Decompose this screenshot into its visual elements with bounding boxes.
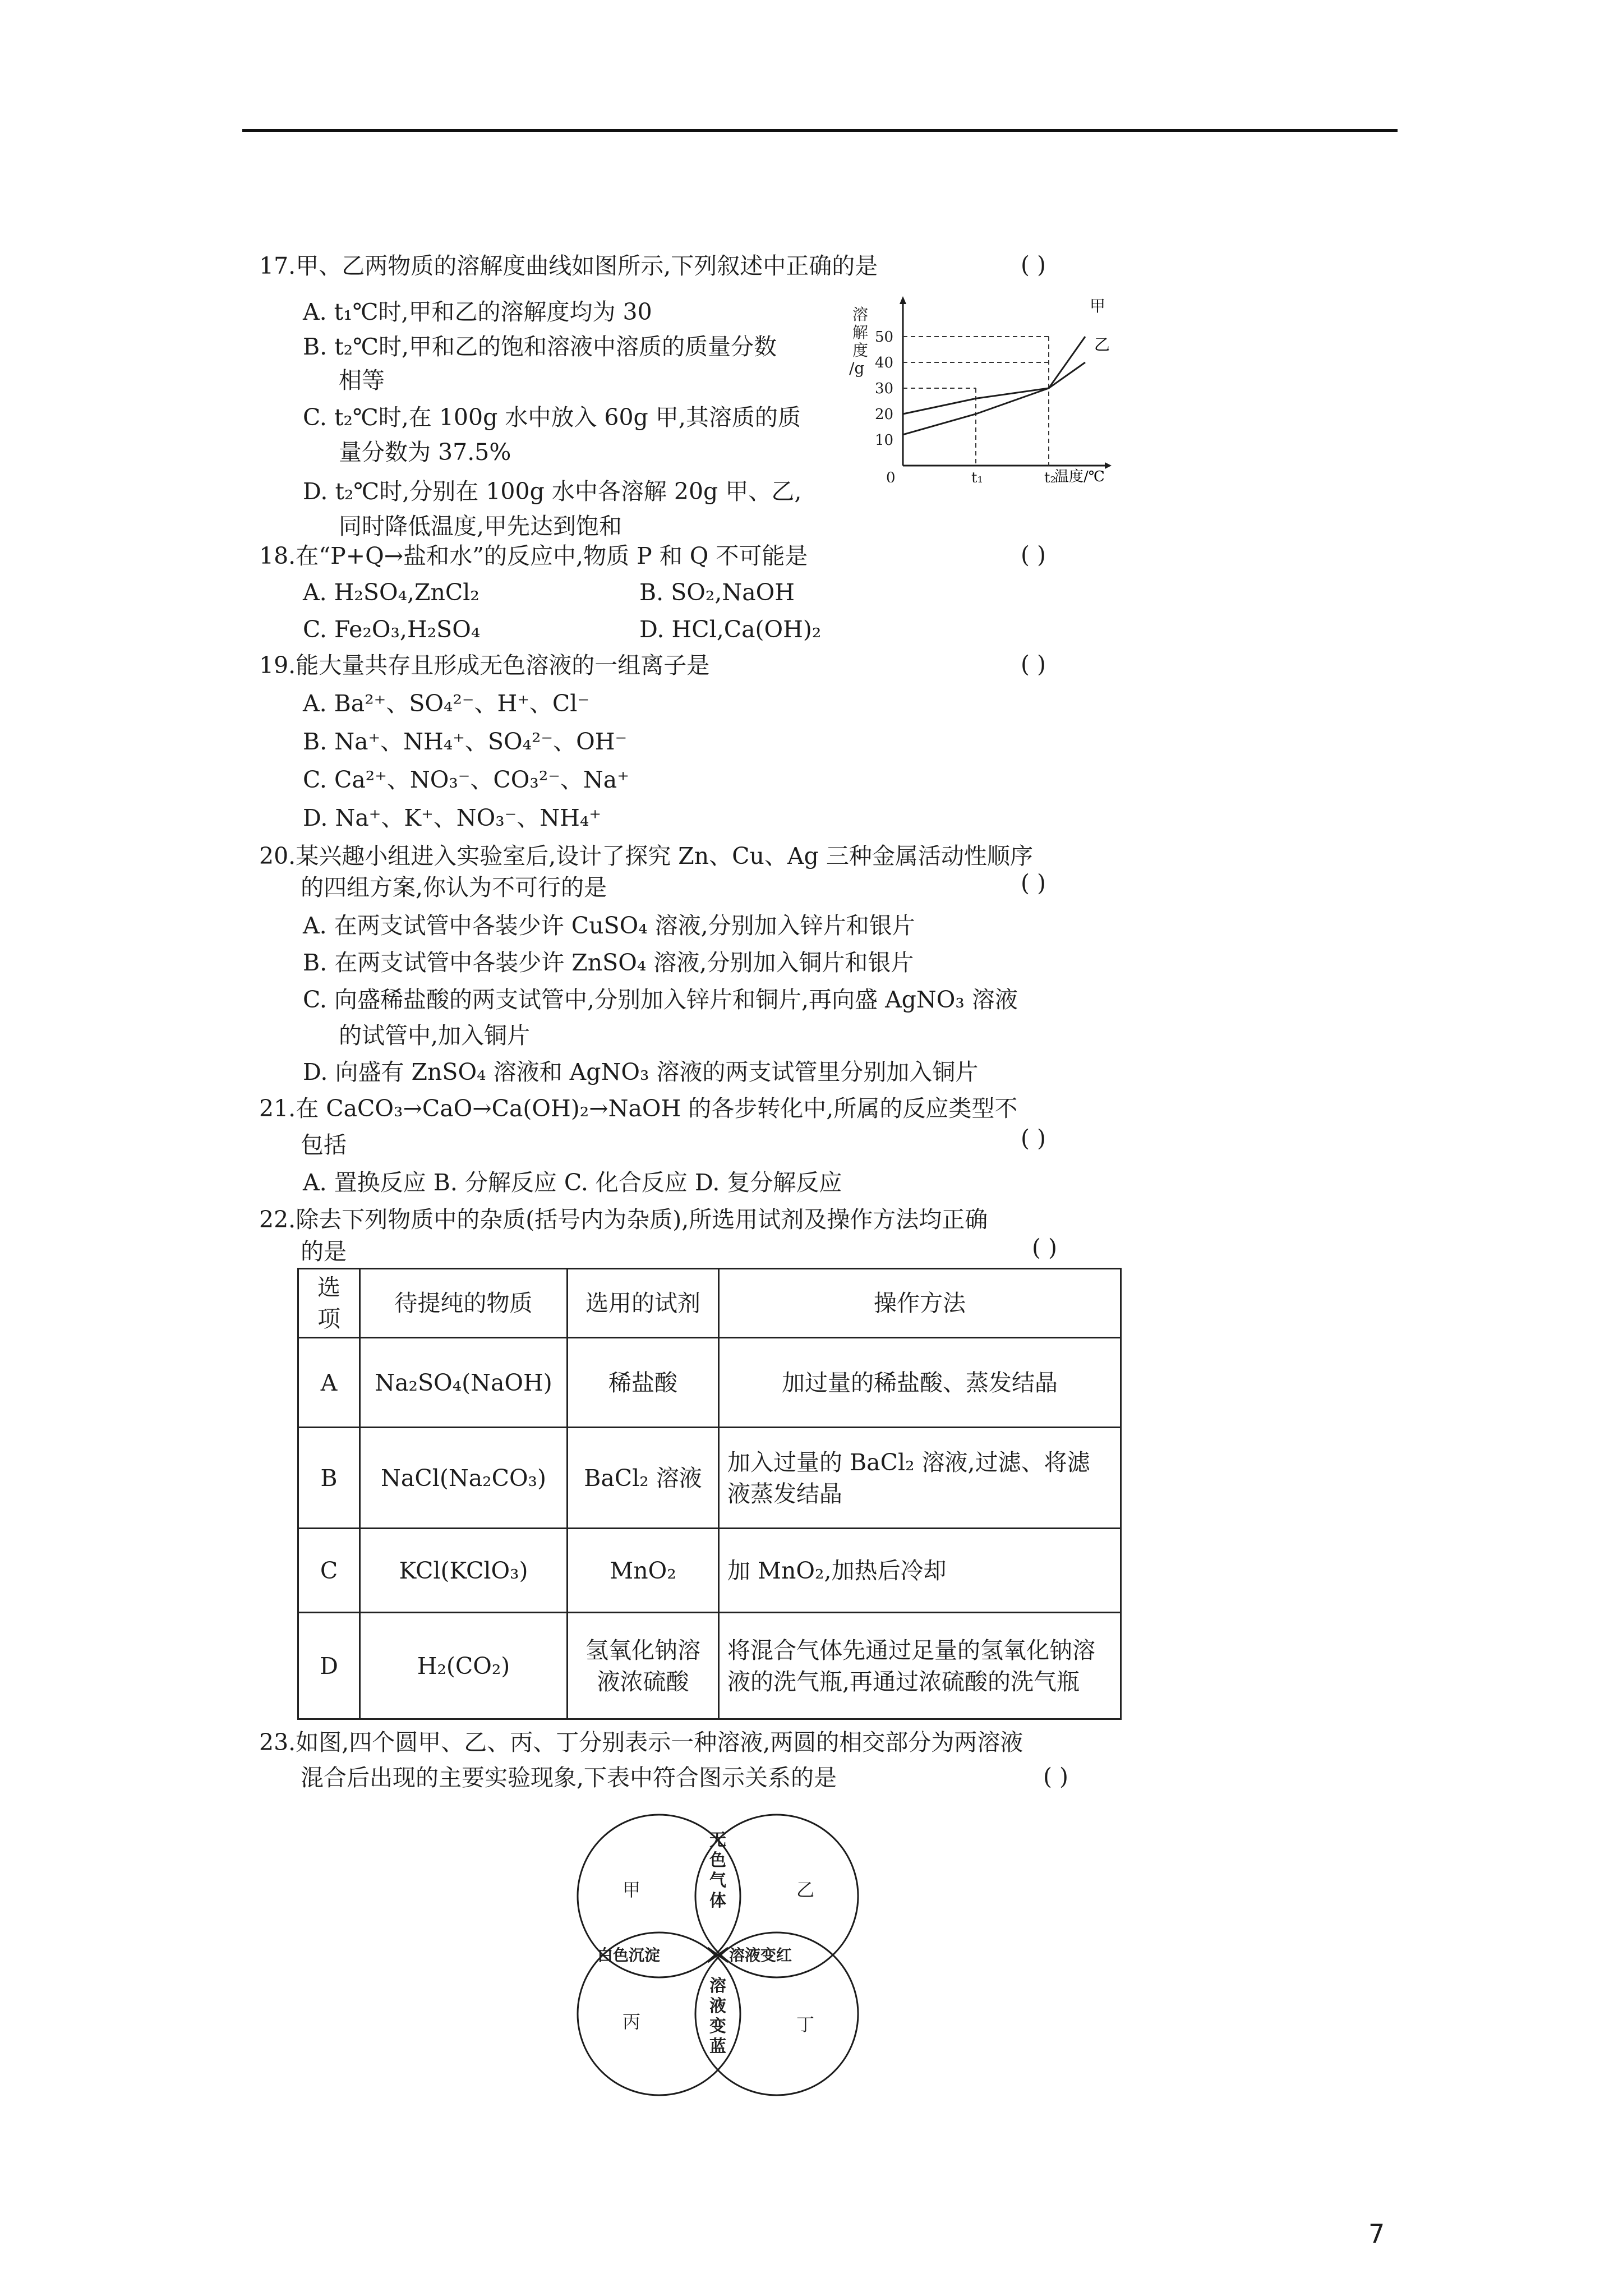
venn-label-jia: 甲 — [623, 1879, 641, 1901]
q20-answer-paren: ( ) — [1021, 869, 1046, 896]
table-row — [298, 1428, 1121, 1529]
y-axis-label-2: 解 — [852, 323, 869, 342]
series-label-yi: 乙 — [1094, 335, 1110, 354]
q19-answer-paren: ( ) — [1021, 651, 1046, 678]
q20-option-d: D. 向盛有 ZnSO₄ 溶液和 AgNO₃ 溶液的两支试管里分别加入铜片 — [303, 1059, 979, 1085]
table-cell: 加 MnO₂,加热后冷却 — [719, 1529, 1121, 1613]
y-axis-label-3: 度 — [852, 341, 869, 360]
venn-label-bing: 丙 — [623, 2011, 641, 2032]
q22-answer-paren: ( ) — [1032, 1234, 1058, 1261]
table-cell: 加入过量的 BaCl₂ 溶液,过滤、将滤液蒸发结晶 — [719, 1428, 1121, 1529]
y-tick-label: 50 — [875, 329, 894, 346]
table-header-cell: 选用的试剂 — [568, 1269, 719, 1338]
q18-option-c: C. Fe₂O₃,H₂SO₄ — [303, 616, 481, 643]
y-tick-label: 30 — [875, 380, 894, 397]
q22-stem-line1: 22.除去下列物质中的杂质(括号内为杂质),所选用试剂及操作方法均正确 — [259, 1206, 988, 1233]
q19-stem: 19.能大量共存且形成无色溶液的一组离子是 — [259, 652, 710, 679]
q17-option-a: A. t₁℃时,甲和乙的溶解度均为 30 — [303, 298, 652, 325]
table-row — [298, 1613, 1121, 1719]
table-cell: NaCl(Na₂CO₃) — [360, 1428, 568, 1529]
table-cell: MnO₂ — [568, 1529, 719, 1613]
q17-option-d-line1: D. t₂℃时,分别在 100g 水中各溶解 20g 甲、乙, — [303, 478, 802, 505]
table-cell: C — [298, 1529, 360, 1613]
venn-label-yi: 乙 — [796, 1879, 815, 1901]
y-axis-label-1: 溶 — [852, 305, 869, 324]
q20-stem-line1: 20.某兴趣小组进入实验室后,设计了探究 Zn、Cu、Ag 三种金属活动性顺序 — [259, 843, 1033, 869]
q21-stem-line1: 21.在 CaCO₃→CaO→Ca(OH)₂→NaOH 的各步转化中,所属的反应类型不 — [259, 1095, 1018, 1122]
q17-option-c-line2: 量分数为 37.5% — [339, 439, 511, 466]
table-header-cell: 操作方法 — [719, 1269, 1121, 1338]
table-row — [298, 1529, 1121, 1613]
q17-option-d-line2: 同时降低温度,甲先达到饱和 — [339, 513, 623, 540]
y-axis-label-4: /g — [849, 359, 865, 378]
q21-options: A. 置换反应 B. 分解反应 C. 化合反应 D. 复分解反应 — [303, 1169, 842, 1196]
q22-stem-line2: 的是 — [301, 1238, 347, 1265]
q23-stem-line2: 混合后出现的主要实验现象,下表中符合图示关系的是 — [301, 1764, 837, 1791]
x-tick-label: t₁ — [971, 470, 983, 482]
q20-option-a: A. 在两支试管中各装少许 CuSO₄ 溶液,分别加入锌片和银片 — [303, 912, 915, 939]
table-cell: Na₂SO₄(NaOH) — [360, 1338, 568, 1428]
x-tick-label: t₂ — [1044, 470, 1056, 482]
q18-option-a: A. H₂SO₄,ZnCl₂ — [303, 579, 479, 606]
venn-label-ding: 丁 — [796, 2014, 815, 2035]
table-cell: D — [298, 1613, 360, 1719]
table-row — [298, 1338, 1121, 1428]
venn-intersection-top: 无色气体 — [709, 1830, 726, 1911]
q17-option-b-line1: B. t₂℃时,甲和乙的饱和溶液中溶质的质量分数 — [303, 333, 777, 360]
curve-jia — [903, 337, 1085, 435]
series-label-jia: 甲 — [1090, 296, 1106, 315]
q21-answer-paren: ( ) — [1021, 1125, 1046, 1152]
q20-option-c-line1: C. 向盛稀盐酸的两支试管中,分别加入锌片和铜片,再向盛 AgNO₃ 溶液 — [303, 986, 1018, 1013]
q18-option-b: B. SO₂,NaOH — [639, 579, 795, 606]
q19-option-b: B. Na⁺、NH₄⁺、SO₄²⁻、OH⁻ — [303, 728, 628, 755]
x-tick-label: 0 — [886, 470, 896, 482]
q23-stem-line1: 23.如图,四个圆甲、乙、丙、丁分别表示一种溶液,两圆的相交部分为两溶液 — [259, 1729, 1023, 1756]
q21-stem-line2: 包括 — [301, 1131, 347, 1158]
page-number: 7 — [1368, 2219, 1385, 2249]
x-axis-label: 温度/℃ — [1054, 468, 1105, 482]
y-axis-arrow — [900, 296, 906, 304]
q17-answer-paren: ( ) — [1021, 251, 1046, 278]
q19-option-d: D. Na⁺、K⁺、NO₃⁻、NH₄⁺ — [303, 804, 601, 831]
y-tick-label: 20 — [875, 406, 894, 423]
q22-table — [297, 1268, 1122, 1720]
table-cell: B — [298, 1428, 360, 1529]
table-header-row — [298, 1269, 1121, 1338]
q17-option-c-line1: C. t₂℃时,在 100g 水中放入 60g 甲,其溶质的质 — [303, 404, 801, 431]
table-cell: 稀盐酸 — [568, 1338, 719, 1428]
table-cell: 将混合气体先通过足量的氢氧化钠溶液的洗气瓶,再通过浓硫酸的洗气瓶 — [719, 1613, 1121, 1719]
x-axis-arrow — [1105, 462, 1112, 469]
q20-stem-line2: 的四组方案,你认为不可行的是 — [301, 874, 607, 901]
top-rule — [242, 129, 1398, 132]
q18-stem: 18.在“P+Q→盐和水”的反应中,物质 P 和 Q 不可能是 — [259, 542, 808, 569]
table-cell: BaCl₂ 溶液 — [568, 1428, 719, 1529]
q19-option-a: A. Ba²⁺、SO₄²⁻、H⁺、Cl⁻ — [303, 690, 590, 717]
q17-stem: 17.甲、乙两物质的溶解度曲线如图所示,下列叙述中正确的是 — [259, 252, 878, 279]
solubility-chart — [841, 292, 1122, 482]
q17-option-b-line2: 相等 — [339, 367, 385, 394]
table-cell: 氢氧化钠溶液浓硫酸 — [568, 1613, 719, 1719]
q18-answer-paren: ( ) — [1021, 541, 1046, 568]
venn-intersection-bottom: 溶液变蓝 — [709, 1976, 726, 2056]
table-header-cell: 待提纯的物质 — [360, 1269, 568, 1338]
q20-option-c-line2: 的试管中,加入铜片 — [339, 1022, 531, 1049]
venn-intersection-right: 溶液变红 — [729, 1946, 792, 1964]
table-cell: H₂(CO₂) — [360, 1613, 568, 1719]
table-header-cell: 选项 — [298, 1269, 360, 1338]
venn-intersection-left: 白色沉淀 — [597, 1946, 661, 1964]
y-tick-label: 40 — [875, 355, 894, 371]
q20-option-b: B. 在两支试管中各装少许 ZnSO₄ 溶液,分别加入铜片和银片 — [303, 949, 914, 976]
venn-diagram — [561, 1812, 875, 2104]
table-cell: KCl(KClO₃) — [360, 1529, 568, 1613]
q19-option-c: C. Ca²⁺、NO₃⁻、CO₃²⁻、Na⁺ — [303, 766, 629, 793]
y-tick-label: 10 — [875, 432, 894, 449]
q23-answer-paren: ( ) — [1043, 1763, 1069, 1790]
table-cell: 加过量的稀盐酸、蒸发结晶 — [719, 1338, 1121, 1428]
q18-option-d: D. HCl,Ca(OH)₂ — [639, 616, 822, 643]
table-cell: A — [298, 1338, 360, 1428]
